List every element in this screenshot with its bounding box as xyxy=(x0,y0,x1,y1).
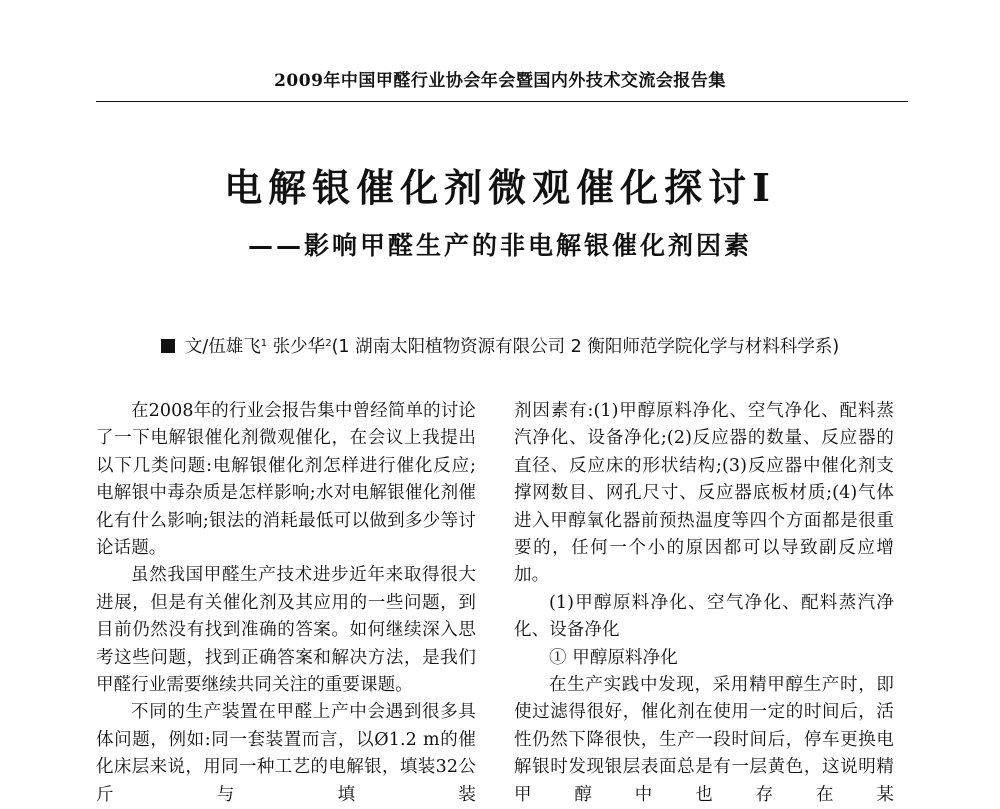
subsection-heading: ① 甲醇原料净化 xyxy=(549,647,678,668)
byline-prefix: 文/ xyxy=(184,337,209,357)
affiliations: (1 湖南太阳植物资源有限公司 2 衡阳师范学院化学与材料科学系) xyxy=(331,337,840,357)
author-1-superscript: 1 xyxy=(260,338,268,349)
header-rule xyxy=(96,101,908,102)
square-bullet-icon xyxy=(161,339,175,353)
running-header: 2009年中国甲醛行业协会年会暨国内外技术交流会报告集 xyxy=(274,71,726,91)
paragraph: 虽然我国甲醛生产技术进步近年来取得很大进展，但是有关催化剂及其应用的一些问题，到目前仍然没有找到准确的答案。如何继续深入思考这些问题，找到正确答案和解决方法，是我们甲醛行业需要继续共同关注的重要课题。 xyxy=(96,565,476,696)
byline xyxy=(0,333,1000,358)
author-2: 张少华 xyxy=(272,337,326,357)
paragraph: 在生产实践中发现，采用精甲醇生产时，即使过滤得很好，催化剂在使用一定的时间后，活性仍然下降很快，生产一段时间后，停车更换电解银时发现银层表面总是有一层黄色，这说明精甲醇中也存在某 xyxy=(514,675,894,805)
paragraph: 不同的生产装置在甲醛上产中会遇到很多具体问题，例如:同一套装置而言，以Ø1.2 m的催化床层来说，用同一种工艺的电解银，填装32公斤与填装 xyxy=(96,702,476,805)
paragraph: 剂因素有:(1)甲醇原料净化、空气净化、配料蒸汽净化、设备净化;(2)反应器的数量、反应器的直径、反应床的形状结构;(3)反应器中催化剂支撑网数目、网孔尺寸、反应器底板材质;(4)气体进入甲醇氧化器前预热温度等四个方面都是很重要的，任何一个小的原因都可以导致副反应增加。 xyxy=(514,401,894,586)
body-column-right xyxy=(514,398,894,809)
article-title: 电解银催化剂微观催化探讨Ⅰ xyxy=(224,165,776,210)
article-subtitle: ——影响甲醛生产的非电解银催化剂因素 xyxy=(247,231,752,260)
author-1: 伍雄飞 xyxy=(208,337,261,357)
section-heading: (1)甲醇原料净化、空气净化、配料蒸汽净化、设备净化 xyxy=(514,592,894,641)
author-2-superscript: 2 xyxy=(325,338,332,349)
body-column-left xyxy=(96,398,476,809)
paragraph: 在2008年的行业会报告集中曾经简单的讨论了一下电解银催化剂微观催化，在会议上我提出以下几类问题:电解银催化剂怎样进行催化反应;电解银中毒杂质是怎样影响;水对电解银催化剂催化有什么影响;银法的消耗最低可以做到多少等讨论话题。 xyxy=(96,401,476,559)
